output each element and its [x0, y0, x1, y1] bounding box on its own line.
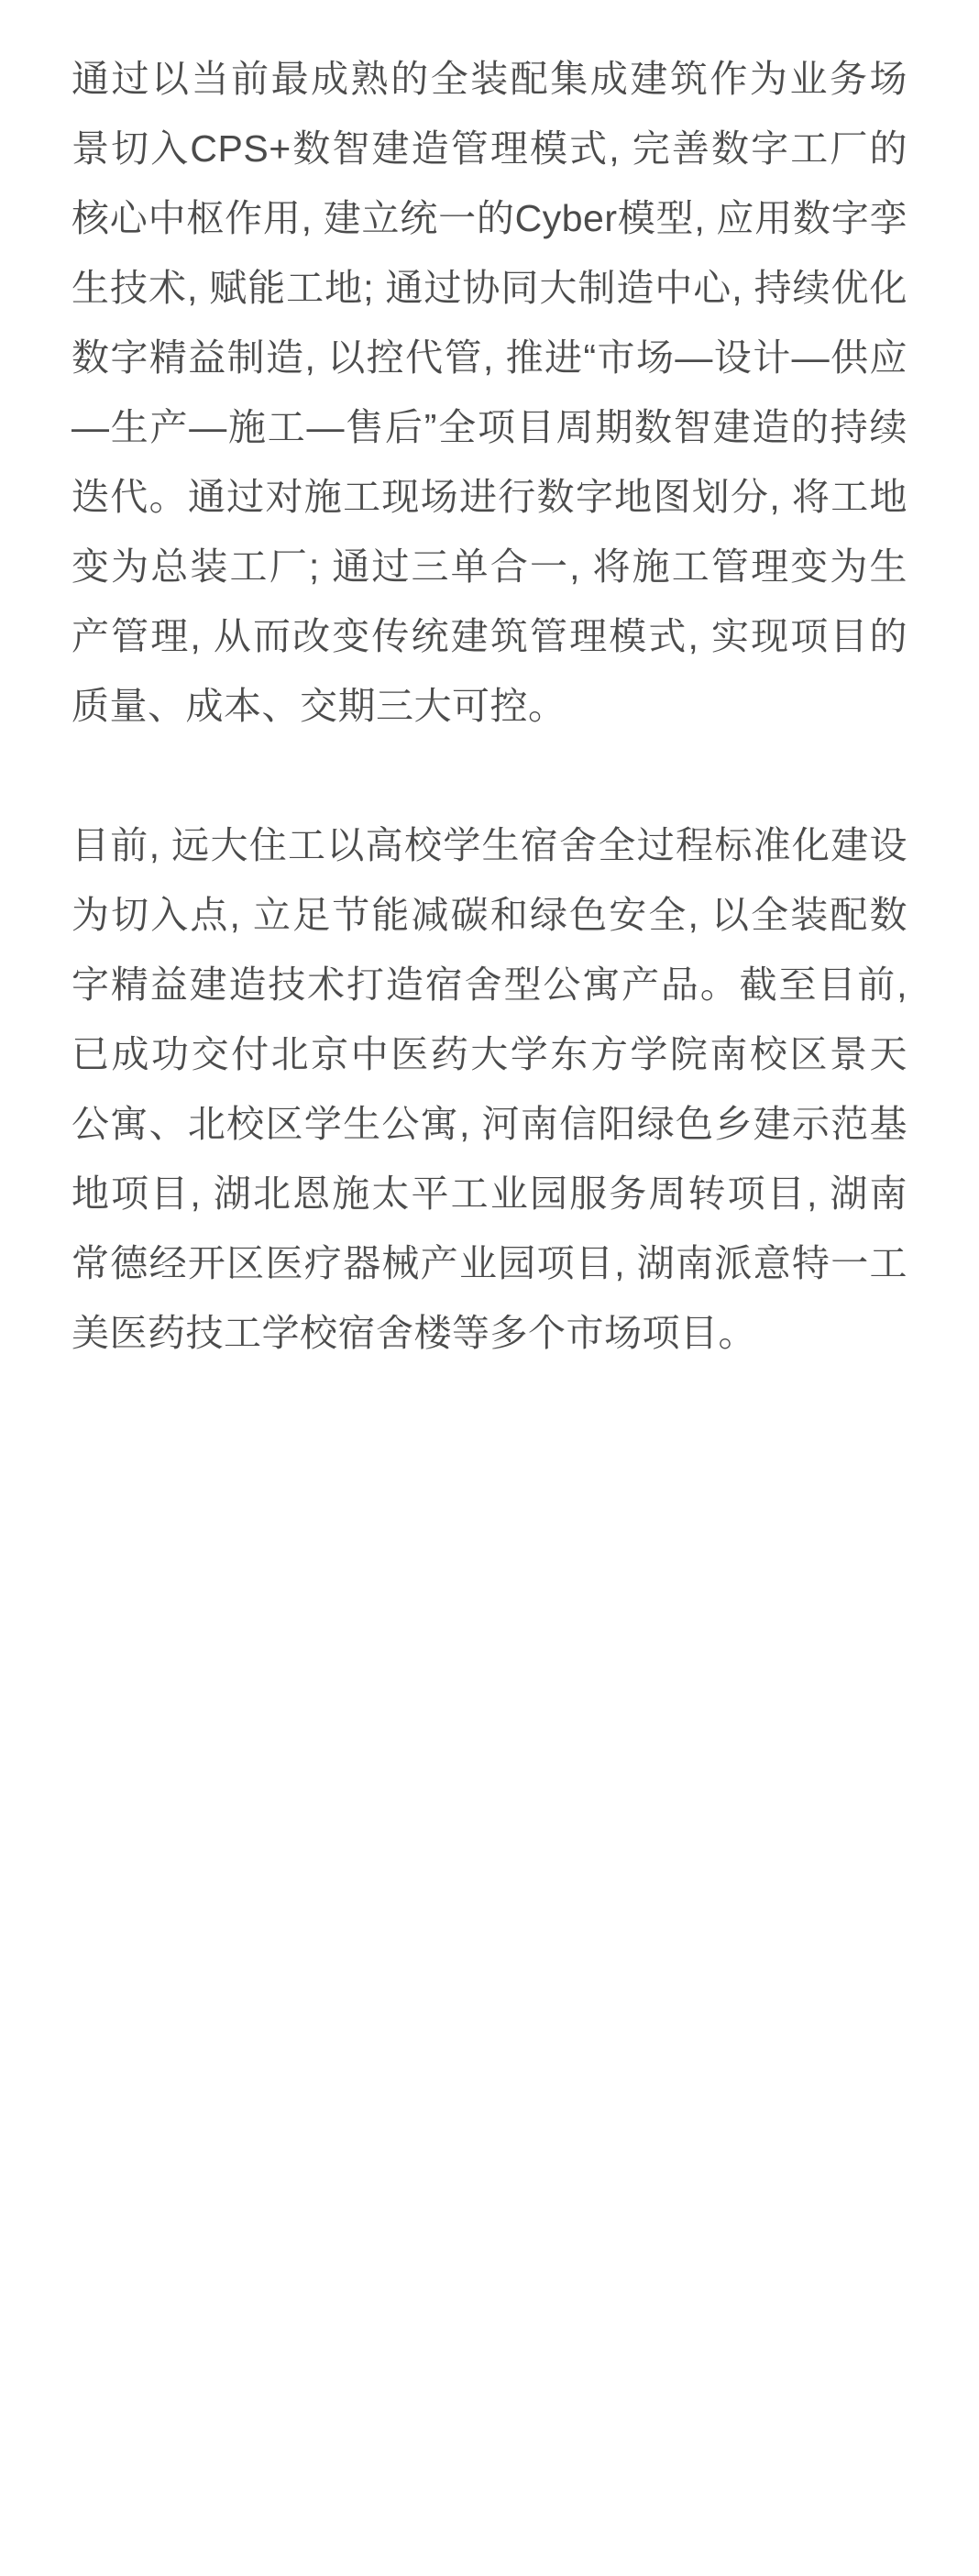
paragraph-1: 通过以当前最成熟的全装配集成建筑作为业务场景切入CPS+数智建造管理模式, 完善数字工厂的核心中枢作用, 建立统一的Cyber模型, 应用数字孪生技术, 赋能工地; 通过协同大制造中心, 持续优化数字精益制造, 以控代管, 推进“市场—设计—供应—生产—施工—售后”全项目周期数智建造的持续迭代。通过对施工现场进行数字地图划分, 将工地变为总装工厂; 通过三单合一, 将施工管理变为生产管理, 从而改变传统建筑管理模式, 实现项目的质量、成本、交期三大可控。	[72, 58, 908, 727]
article-body	[72, 44, 908, 1368]
paragraph-2: 目前, 远大住工以高校学生宿舍全过程标准化建设为切入点, 立足节能减碳和绿色安全, 以全装配数字精益建造技术打造宿舍型公寓产品。截至目前, 已成功交付北京中医药大学东方学院南校区景天公寓、北校区学生公寓, 河南信阳绿色乡建示范基地项目, 湖北恩施太平工业园服务周转项目, 湖南常德经开区医疗器械产业园项目, 湖南派意特一工美医药技工学校宿舍楼等多个市场项目。	[72, 824, 908, 1354]
